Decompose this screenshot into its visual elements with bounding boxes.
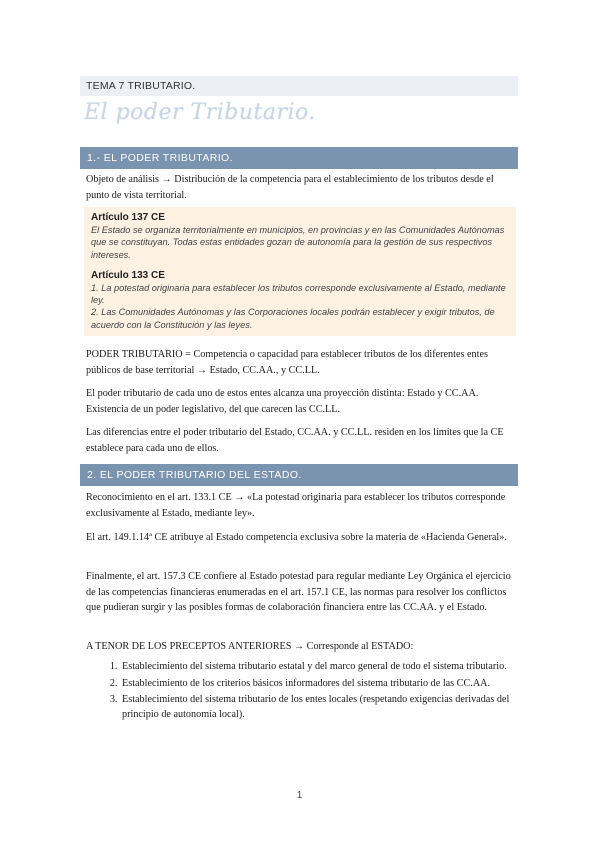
- section-heading-2: 2. EL PODER TRIBUTARIO DEL ESTADO.: [80, 464, 518, 486]
- paragraph-poder-tributario-definition: PODER TRIBUTARIO = Competencia o capacidad para establecer tributos de los diferentes entes públicos de base territorial → Estado, CC.AA., y CC.LL.: [86, 349, 488, 376]
- list-item: 2. Establecimiento de los criterios básicos informadores del sistema tributario de las CC.AA.: [120, 677, 540, 692]
- article-133-title: Artículo 133 CE: [91, 269, 165, 281]
- article-133-text-2: 2. Las Comunidades Autónomas y las Corporaciones locales podrán establecer y exigir tributos, de acuerdo con la Constitución y las leyes.: [91, 307, 495, 330]
- section-heading-1: 1.- EL PODER TRIBUTARIO.: [80, 147, 518, 169]
- paragraph-art-157: Finalmente, el art. 157.3 CE confiere al Estado potestad para regular mediante Ley Orgánica el ejercicio de las competencias financieras enumeradas en el art. 157.1 CE, las normas para resolver los conflictos que pudieran surgir y las posibles formas de colaboración financiera entre las CC.AA. y el Estado.: [86, 571, 511, 613]
- topic-header: TEMA 7 TRIBUTARIO.: [80, 76, 518, 96]
- page-number: 1: [296, 790, 303, 801]
- article-133-text-1: 1. La potestad originaria para establecer los tributos corresponde exclusivamente al Estado, mediante ley.: [91, 283, 506, 306]
- paragraph-projection: El poder tributario de cada uno de estos entes alcanza una proyección distinta: Estado y CC.AA. Existencia de un poder legislativo, del que carecen las CC.LL.: [86, 388, 479, 415]
- paragraph-tenor: A TENOR DE LOS PRECEPTOS ANTERIORES → Corresponde al ESTADO:: [86, 641, 414, 652]
- article-137-text: El Estado se organiza territorialmente en municipios, en provincias y en las Comunidades Autónomas que se constituyan. Todas estas entidades gozan de autonomía para la gestión de sus respectivos intereses.: [91, 225, 505, 260]
- paragraph-differences: Las diferencias entre el poder tributario del Estado, CC.AA. y CC.LL. residen en los límites que la CE establece para cada uno de ellos.: [86, 427, 504, 454]
- paragraph-art-149: El art. 149.1.14ª CE atribuye al Estado competencia exclusiva sobre la materia de «Hacienda General».: [86, 532, 507, 543]
- list-item: 3. Establecimiento del sistema tributario de los entes locales (respetando exigencias derivadas del principio de autonomía local).: [120, 693, 540, 722]
- constitution-quote-box: [84, 207, 516, 336]
- article-137-title: Artículo 137 CE: [91, 212, 165, 223]
- document-title: El poder Tributario.: [84, 100, 316, 125]
- competences-list: [86, 660, 540, 724]
- paragraph-analysis-object: Objeto de análisis → Distribución de la competencia para el establecimiento de los tributos desde el punto de vista territorial.: [86, 174, 494, 201]
- paragraph-art-133: Reconocimiento en el art. 133.1 CE → «La potestad originaria para establecer los tributos corresponde exclusivamente al Estado, mediante ley».: [86, 492, 506, 519]
- list-item: 1. Establecimiento del sistema tributario estatal y del marco general de todo el sistema tributario.: [120, 660, 540, 675]
